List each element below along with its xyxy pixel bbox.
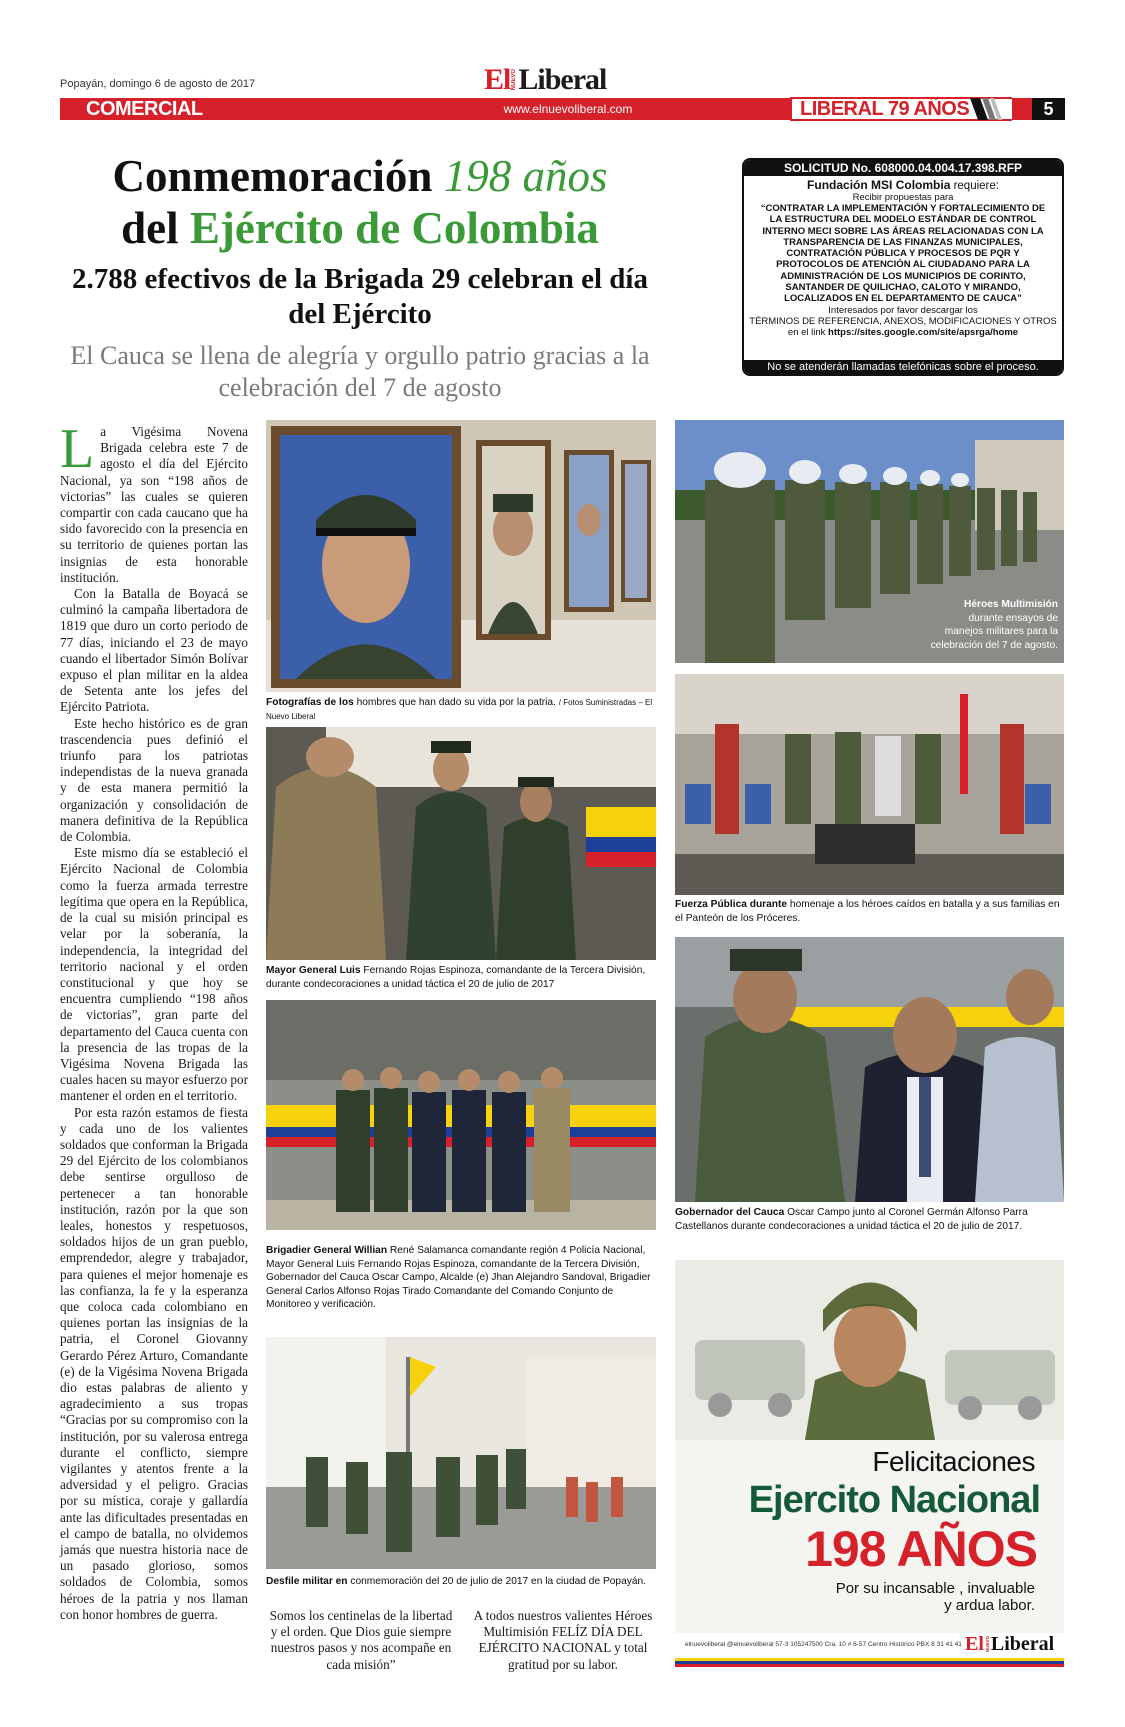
rfp-footer: No se atenderán llamadas telefónicas sobre el proceso. (744, 360, 1062, 374)
caption-officials-group (266, 1244, 656, 1312)
ad-tagline (675, 1580, 1035, 1614)
logo-liberal: Liberal (518, 63, 607, 96)
rfp-org: Fundación MSI Colombia (807, 178, 951, 192)
main-headline (60, 150, 660, 254)
rfp-terms: TÉRMINOS DE REFERENCIA, ANEXOS, MODIFICACIONES Y OTROS (749, 315, 1057, 327)
article-paragraph: a Vigésima Novena Brigada celebra este 7 de agosto el día del Ejército Nacional, ya son “198 años de victorias” las cuales se quieren compartir con cada caucano que ha sido favorecido con la presencia en su territorio de quienes portan las insignias de esta honorable institución. (60, 424, 248, 585)
article-column-1 (60, 418, 248, 1623)
caption-decoration-ceremony (266, 964, 656, 991)
caption-lead: Fuerza Pública durante (675, 899, 788, 910)
headline-part: del (121, 203, 190, 253)
drop-cap: L (60, 418, 95, 480)
caption-text: hombres que han dado su vida por la patria. (353, 697, 559, 708)
logo-el: El (965, 1632, 984, 1655)
logo-nuevo: NUEVO (511, 69, 518, 91)
caption-lead: Gobernador del Cauca (675, 1207, 785, 1218)
photo-credit: / Fotos Suministradas – El Nuevo Liberal (266, 698, 653, 721)
caption-text: Fernando Rojas Espinoza, comandante de la Tercera División, durante condecoraciones a unidad táctica el 20 de julio de 2017 (266, 965, 646, 990)
caption-soldiers-rehearsal (928, 598, 1058, 652)
site-url[interactable]: www.elnuevoliberal.com (503, 102, 633, 116)
photo-military-parade[interactable] (266, 1337, 656, 1569)
headline-highlight: Ejército de Colombia (189, 203, 599, 253)
logo-el: El (484, 63, 511, 96)
article-paragraph: A todos nuestros valientes Héroes Multimisión FELÍZ DÍA DEL EJÉRCITO NACIONAL y total gratitud por su labor. (473, 1608, 653, 1672)
caption-lead: Fotografías de los (266, 697, 354, 708)
rfp-requires: requiere: (950, 180, 999, 192)
caption-lead: Desfile militar en (266, 1576, 348, 1587)
ad-army-name: Ejercito Nacional (748, 1479, 1040, 1521)
photo-decoration-ceremony[interactable] (266, 727, 656, 960)
caption-governor-ceremony (675, 1206, 1064, 1233)
ad-contact-info: elnuevoliberal @elnuevoliberal 57-3 105247500 Cra. 10 # 6-57 Centro Histórico PBX 8 31 41 41 (685, 1641, 962, 1648)
army-anniversary-ad[interactable] (675, 1260, 1064, 1668)
ad-congrats: Felicitaciones (872, 1446, 1035, 1477)
photo-pantheon-homage[interactable] (675, 674, 1064, 895)
soldier-illustration-icon (675, 1260, 1064, 1440)
caption-military-parade (266, 1575, 656, 1589)
rfp-link-label: en el link (787, 326, 829, 338)
rfp-download: Interesados por favor descargar los (828, 304, 978, 316)
caption-text: conmemoración del 20 de julio de 2017 en la ciudad de Popayán. (347, 1576, 647, 1587)
stripes-icon (970, 98, 1006, 120)
ad-newspaper-logo (965, 1633, 1054, 1655)
caption-text: homenaje a los héroes caídos en batalla y a sus familias en el Panteón de los Próceres. (675, 899, 1060, 924)
headline-highlight: 198 años (443, 151, 608, 201)
page-number: 5 (1032, 98, 1065, 120)
rfp-notice (742, 158, 1064, 376)
logo-liberal: Liberal (990, 1632, 1055, 1655)
photo-governor-ceremony[interactable] (675, 937, 1064, 1202)
article-paragraph: Por esta razón estamos de fiesta y cada uno de los valientes soldados que conforman la Brigada 29 del Ejército de los colombianos debe sentirse orgulloso de pertenecer a tan honorable institución, razón por la que son leales, honestos y respetuosos, soldados hijos de un gran pueblo, emprendedor, alegre y trabajador, para quienes el mejor homenaje es las confianza, la fe y la esperanza que coloca cada colombiano en quienes portan las insignias de la patria, el Coronel Giovanny Gerardo Pérez Arturo, Comandante (e) de la Vigésima Novena Brigada dio estas palabras de aliento y agradecimiento a sus tropas “Gracias por su compromiso con la institución, por su valerosa entrega durante el conflicto, siempre vigilantes y atentos frente a la adversidad y el peligro. Gracias por su mística, coraje y gallardía ante las dificultades presentadas en el campo de batalla, no olvidemos jamás que nuestra historia nace de un pasado glorioso, somos soldados de Colombia, somos héroes de la patria y nos llaman con honor hombres de guerra. (60, 1104, 248, 1622)
ad-tagline-line: Por su incansable , invaluable (835, 1580, 1035, 1597)
ad-stripe-red (675, 1664, 1064, 1667)
newspaper-logo[interactable] (484, 62, 634, 98)
caption-lead: Héroes Multimisión (964, 599, 1058, 610)
subheadline: 2.788 efectivos de la Brigada 29 celebran el día del Ejército (72, 263, 648, 330)
ad-tagline-line: y ardua labor. (944, 1597, 1035, 1614)
logo-nuevo: NUEVO (984, 1635, 990, 1652)
rfp-title: SOLICITUD No. 608000.04.004.17.398.RFP (744, 160, 1062, 176)
article-paragraph: Somos los centinelas de la libertad y el orden. Que Dios guie siempre nuestros pasos y nos acompañe en cada misión” (269, 1608, 453, 1672)
rfp-receive: Recibir propuestas para (852, 192, 954, 203)
article-paragraph: Este mismo día se estableció el Ejército Nacional de Colombia como la fuerza armada terrestre legítima que opera en la República, de la cual su misión principal es velar por la soberanía, la independencia, la integridad del territorio nacional y el orden constitucional y que hoy se encuentra cumpliendo “198 años de victorias”, gran parte del departamento del Cauca cuenta con la presencia de las tropas de la Vigésima Novena Brigada las cuales hacen su mayor esfuerzo por mantener el orden en el territorio. (60, 845, 248, 1104)
caption-pantheon-homage (675, 898, 1064, 925)
photo-portraits[interactable] (266, 420, 656, 692)
photo-officials-group[interactable] (266, 1000, 656, 1230)
anniversary-label: LIBERAL 79 AÑOS (800, 98, 970, 120)
section-label: COMERCIAL (86, 98, 203, 120)
article-paragraph: Este hecho histórico es de gran trascendencia pues definió el triunfo para los patriotas independistas de la nueva granada y de esta manera permitió la organización y consolidación de manera definitiva de la República de Colombia. (60, 715, 248, 845)
caption-text: René Salamanca comandante región 4 Policía Nacional, Mayor General Luis Fernando Rojas Espinoza, comandante de la Tercera División, Gobernador del Cauca Oscar Campo, Alcalde (e) Jhan Alejandro Sandoval, Brigadier General Carlos Alfonso Rojas Tirado Comandante del Comando Conjunto de Monitoreo y verificación. (266, 1245, 651, 1310)
caption-text: durante ensayos de manejos militares para la celebración del 7 de agosto. (930, 612, 1058, 651)
deck: El Cauca se llena de alegría y orgullo patrio gracias a la celebración del 7 de agosto (70, 341, 650, 402)
ad-years: 198 AÑOS (805, 1521, 1037, 1577)
article-column-3 (468, 1608, 658, 1673)
headline-part: Conmemoración (112, 151, 444, 201)
article-column-2 (266, 1608, 456, 1673)
rfp-link[interactable]: https://sites.google.com/site/apsrga/home (828, 326, 1019, 338)
caption-lead: Mayor General Luis (266, 965, 361, 976)
edition-date: Popayán, domingo 6 de agosto de 2017 (60, 78, 256, 90)
photo-soldiers-rehearsal[interactable] (675, 420, 1064, 663)
rfp-object: “CONTRATAR LA IMPLEMENTACIÓN Y FORTALECIMIENTO DE LA ESTRUCTURA DEL MODELO ESTÁNDAR DE CONTROL INTERNO MECI SOBRE LAS ÁREAS RELACIONADAS CON LA TRANSPARENCIA DE LAS FINANZAS MUNICIPALES, CONTRATACIÓN PÚBLICA Y PROCESOS DE PQR Y PROTOCOLOS DE ATENCIÓN AL CIUDADANO PARA LA ADMINISTRACIÓN DE LOS MUNICIPIOS DE CORINTO, SANTANDER DE QUILICHAO, CALOTO Y MIRANDO, LOCALIZADOS EN EL DEPARTAMENTO DE CAUCA” (760, 203, 1046, 305)
caption-portraits (266, 696, 656, 723)
caption-lead: Brigadier General Willian (266, 1245, 388, 1256)
caption-text: Oscar Campo junto al Coronel Germán Alfonso Parra Castellanos durante condecoraciones a unidad táctica el 20 de julio de 2017. (675, 1207, 1028, 1232)
article-paragraph: Con la Batalla de Boyacá se culminó la campaña libertadora de 1819 que duro un corto periodo de 77 días, iniciando el 23 de mayo cuando el libertador Simón Bolívar expuso el plan militar en la aldea de Setenta ante los jefes del Ejército Patriota. (60, 586, 248, 715)
